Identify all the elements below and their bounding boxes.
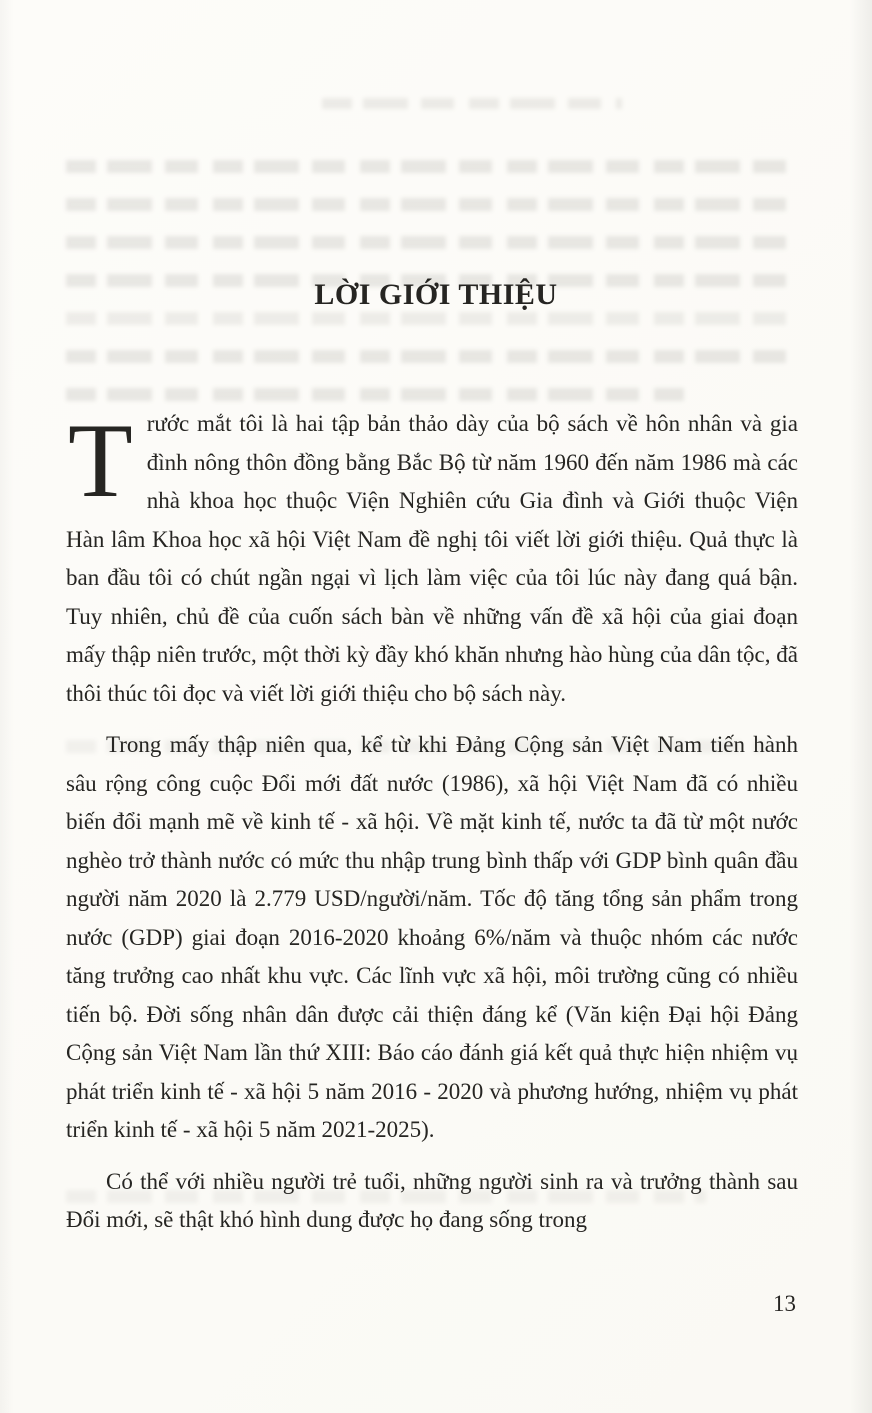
- paragraph: Trong mấy thập niên qua, kể từ khi Đảng Cộng sản Việt Nam tiến hành sâu rộng công cuộc Đổi mới đất nước (1986), xã hội Việt Nam đã có nhiều biến đổi mạnh mẽ về kinh tế - xã hội. Về mặt kinh tế, nước ta đã từ một nước nghèo trở thành nước có mức thu nhập trung bình thấp với GDP bình quân đầu người năm 2020 là 2.779 USD/người/năm. Tốc độ tăng tổng sản phẩm trong nước (GDP) giai đoạn 2016-2020 khoảng 6%/năm và thuộc nhóm các nước tăng trưởng cao nhất khu vực. Các lĩnh vực xã hội, môi trường cũng có nhiều tiến bộ. Đời sống nhân dân được cải thiện đáng kể (Văn kiện Đại hội Đảng Cộng sản Việt Nam lần thứ XIII: Báo cáo đánh giá kết quả thực hiện nhiệm vụ phát triển kinh tế - xã hội 5 năm 2016 - 2020 và phương hướng, nhiệm vụ phát triển kinh tế - xã hội 5 năm 2021-2025).: [66, 732, 798, 1142]
- chapter-title: LỜI GIỚI THIỆU: [314, 278, 558, 311]
- paragraph-text: rước mắt tôi là hai tập bản thảo dày của bộ sách về hôn nhân và gia đình nông thôn đồng bằng Bắc Bộ từ năm 1960 đến năm 1986 mà các nhà khoa học thuộc Viện Nghiên cứu Gia đình và Giới thuộc Viện Hàn lâm Khoa học xã hội Việt Nam đề nghị tôi viết lời giới thiệu. Quả thực là ban đầu tôi có chút ngần ngại vì lịch làm việc của tôi lúc này đang quá bận. Tuy nhiên, chủ đề của cuốn sách bàn về những vấn đề xã hội của giai đoạn mấy thập niên trước, một thời kỳ đầy khó khăn nhưng hào hùng của dân tộc, đã thôi thúc tôi đọc và viết lời giới thiệu cho bộ sách này.: [66, 411, 798, 706]
- bleed-through-header: [322, 98, 622, 109]
- paragraph: Có thể với nhiều người trẻ tuổi, những người sinh ra và trưởng thành sau Đổi mới, sẽ thật khó hình dung được họ đang sống trong: [66, 1168, 798, 1232]
- dropcap-letter: T: [68, 402, 133, 519]
- bleed-through-line: [66, 350, 800, 363]
- body-text: [66, 402, 798, 1253]
- bleed-through-line: [66, 388, 686, 401]
- paragraph: [66, 402, 798, 713]
- page-number: 13: [773, 1291, 796, 1316]
- bleed-through-line: [66, 312, 800, 325]
- bleed-through-line: [66, 236, 800, 249]
- bleed-through-line: [66, 160, 800, 173]
- bleed-through-line: [66, 198, 800, 211]
